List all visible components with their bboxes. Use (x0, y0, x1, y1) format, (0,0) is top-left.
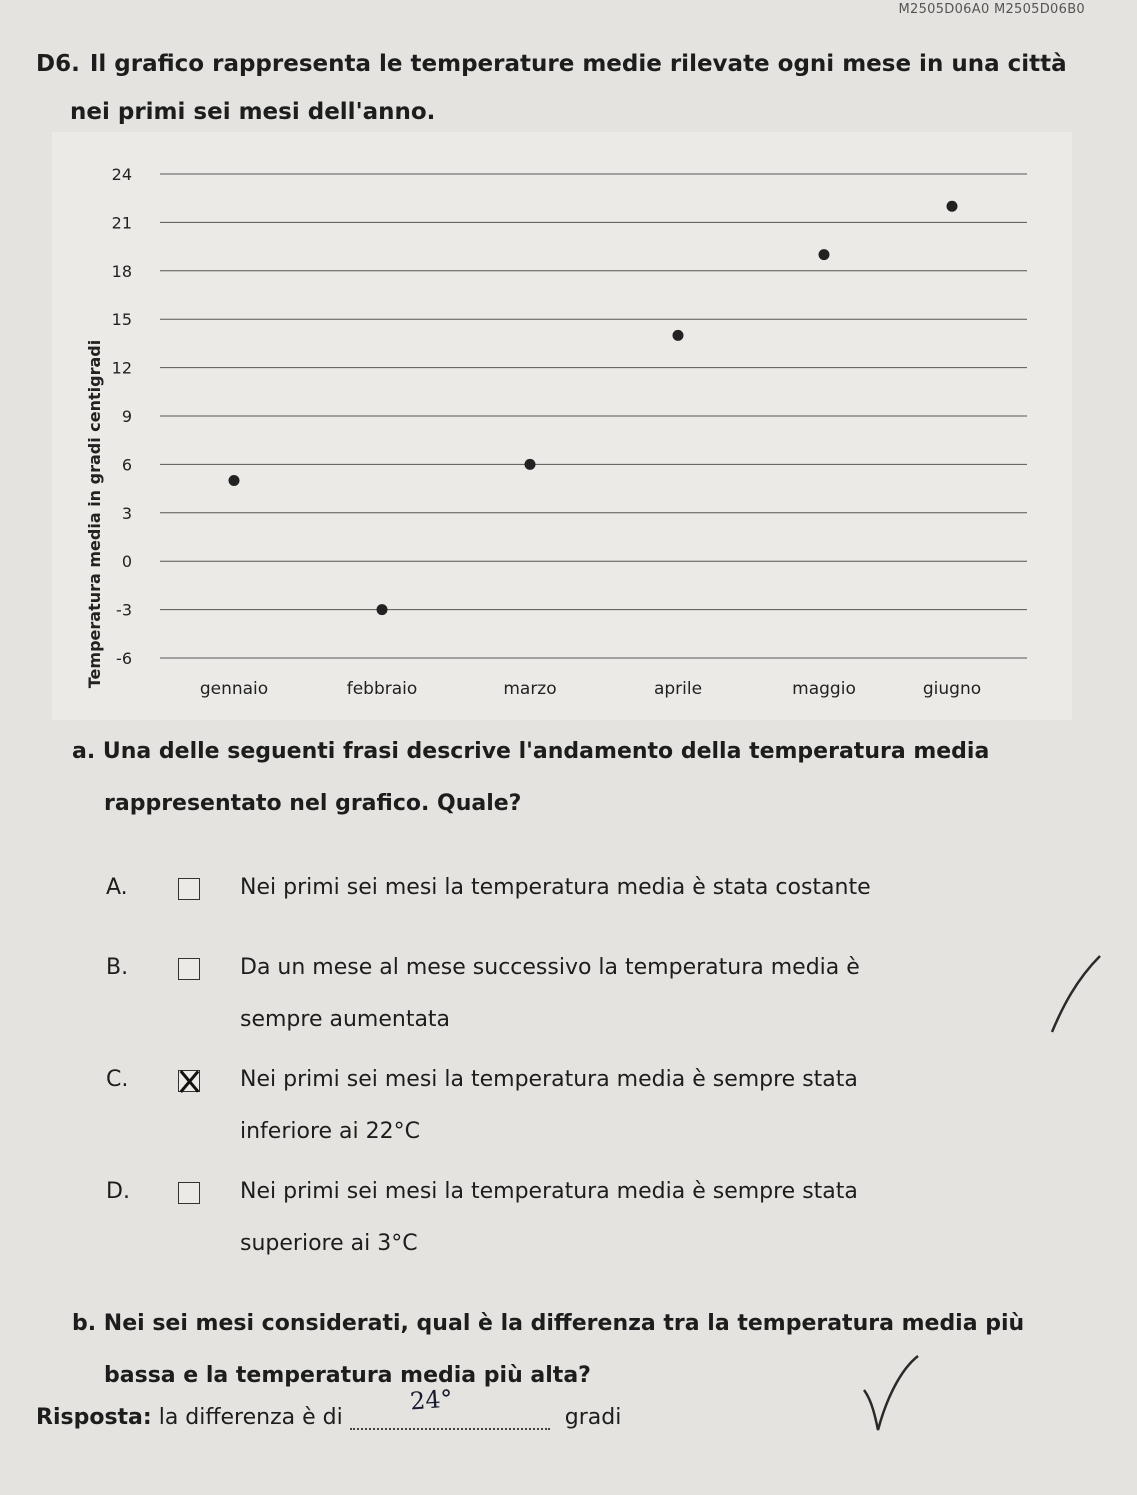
x-tick-label-maggio: maggio (792, 679, 856, 699)
y-tick-label: -6 (116, 649, 132, 668)
option-d-text-line2: superiore ai 3°C (240, 1231, 418, 1256)
y-tick-label: 24 (111, 165, 132, 184)
option-c-checkbox-checked[interactable] (178, 1070, 200, 1092)
y-tick-label: 15 (111, 310, 132, 330)
data-point-febbraio (377, 604, 388, 615)
data-point-maggio (819, 249, 830, 260)
y-tick-label: 6 (121, 455, 132, 475)
option-b-text-line1: Da un mese al mese successivo la temperatura media è (240, 955, 860, 980)
part-b-text-line1: Nei sei mesi considerati, qual è la differenza tra la temperatura media più (103, 1311, 1025, 1336)
question-title (36, 40, 1096, 136)
y-tick-label: 9 (121, 407, 132, 426)
y-tick-label: -3 (116, 600, 132, 620)
answer-input[interactable] (350, 1384, 550, 1430)
y-tick-label: 12 (111, 358, 132, 378)
part-a-question (72, 726, 1072, 830)
temperature-chart (52, 132, 1072, 720)
data-point-giugno (947, 201, 958, 212)
x-tick-label-gennaio: gennaio (199, 679, 269, 699)
y-tick-label: 0 (121, 552, 132, 572)
part-b-text-line2: bassa e la temperatura media più alta? (104, 1363, 591, 1388)
question-text-line1: Il grafico rappresenta le temperature medie rilevate ogni mese in una città (89, 51, 1067, 77)
answer-prefix: la differenza è di (158, 1405, 343, 1430)
data-point-marzo (525, 459, 536, 470)
chart-ylabel: Temperatura media in gradi centigradi (85, 339, 104, 689)
option-b-checkbox[interactable] (178, 958, 200, 980)
data-point-gennaio (229, 475, 240, 486)
option-d-text (240, 1166, 1000, 1270)
option-c-text (240, 1054, 1000, 1158)
x-tick-label-febbraio: febbraio (346, 679, 418, 699)
answer-label: Risposta: (36, 1405, 152, 1430)
option-a-checkbox[interactable] (178, 878, 200, 900)
answer-unit: gradi (564, 1405, 622, 1430)
option-b-letter: B. (106, 955, 129, 980)
option-a-text: Nei primi sei mesi la temperatura media è stata costante (240, 875, 871, 900)
option-c-text-line1: Nei primi sei mesi la temperatura media è sempre stata (240, 1067, 858, 1092)
option-b-text (240, 942, 1000, 1046)
document-code: M2505D06A0 M2505D06B0 (898, 2, 1085, 17)
teacher-checkmark-b-icon (860, 1350, 930, 1440)
option-c-letter: C. (106, 1067, 129, 1092)
teacher-checkmark-a-icon (1040, 950, 1110, 1040)
option-c-text-line2: inferiore ai 22°C (240, 1119, 420, 1144)
x-tick-label-giugno: giugno (922, 679, 982, 699)
part-a-text-line2: rappresentato nel grafico. Quale? (104, 791, 522, 816)
part-b-label: b. (72, 1311, 97, 1336)
option-b-text-line2: sempre aumentata (240, 1007, 451, 1032)
answer-handwritten: 24° (408, 1384, 454, 1416)
option-d-letter: D. (106, 1179, 130, 1204)
chart-svg (52, 132, 1072, 720)
question-text-line2: nei primi sei mesi dell'anno. (70, 99, 436, 125)
answer-row (36, 1384, 622, 1430)
x-tick-label-aprile: aprile (653, 679, 703, 699)
option-d-checkbox[interactable] (178, 1182, 200, 1204)
option-d-text-line1: Nei primi sei mesi la temperatura media è sempre stata (240, 1179, 858, 1204)
option-a-letter: A. (106, 875, 128, 900)
x-tick-label-marzo: marzo (503, 679, 557, 699)
question-number: D6. (36, 51, 80, 77)
y-tick-label: 3 (121, 503, 132, 523)
data-point-aprile (673, 330, 684, 341)
part-a-label: a. (72, 739, 96, 764)
y-tick-label: 21 (111, 213, 132, 233)
y-tick-label: 18 (111, 261, 132, 281)
part-a-text-line1: Una delle seguenti frasi descrive l'andamento della temperatura media (102, 739, 990, 764)
